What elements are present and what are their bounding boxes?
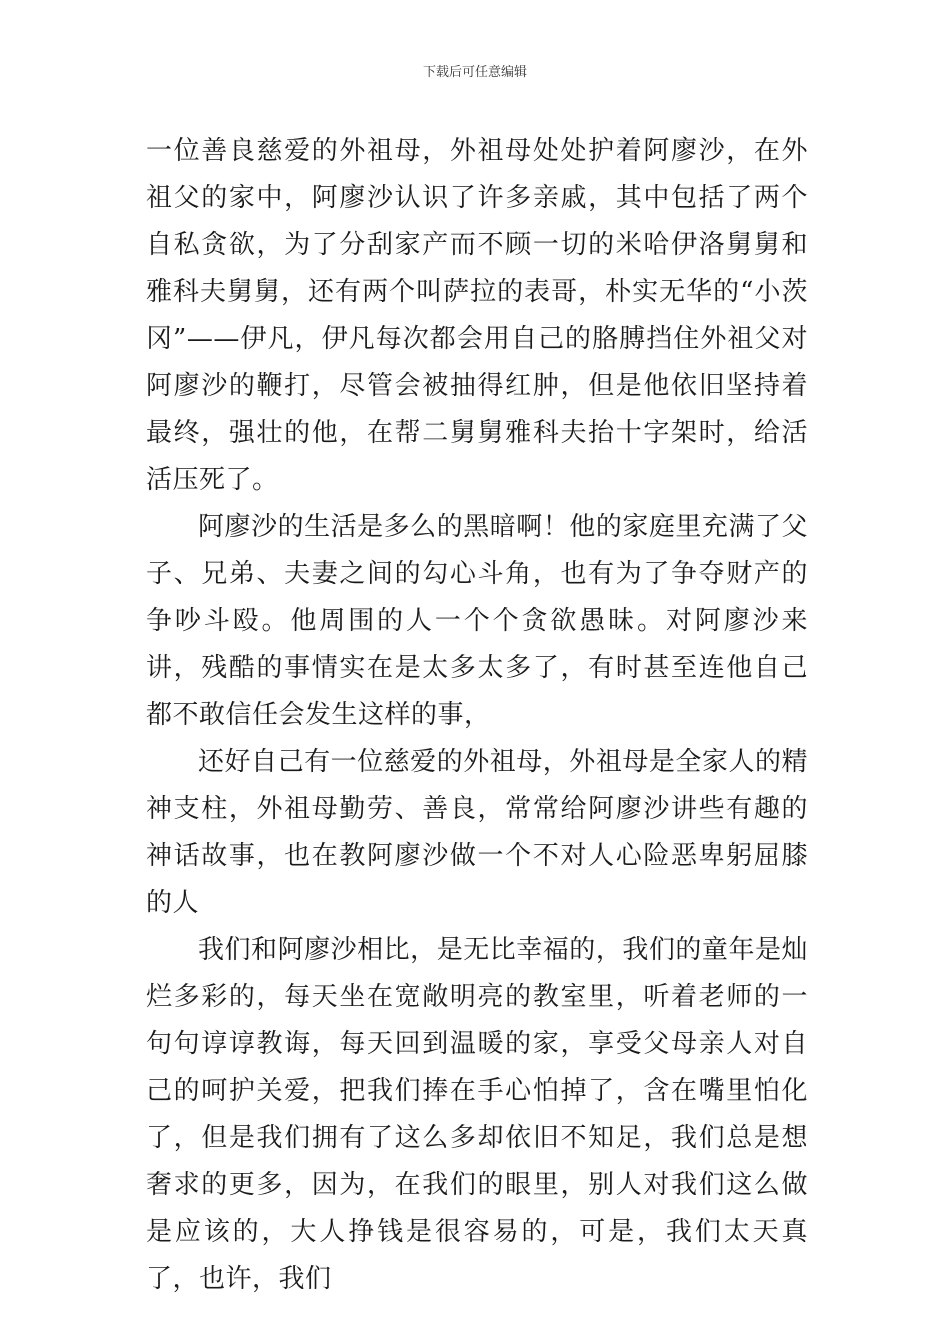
- paragraph-4: 我们和阿廖沙相比，是无比幸福的，我们的童年是灿烂多彩的，每天坐在宽敞明亮的教室里，听着老师的一句句谆谆教诲，每天回到温暖的家，享受父母亲人对自己的呵护关爱，把我们捧在手心怕掉了，含在嘴里怕化了，但是我们拥有了这么多却依旧不知足，我们总是想奢求的更多，因为，在我们的眼里，别人对我们这么做是应该的，大人挣钱是很容易的，可是，我们太天真了，也许，我们: [146, 935, 808, 1294]
- paragraph-1: 一位善良慈爱的外祖母，外祖母处处护着阿廖沙，在外祖父的家中，阿廖沙认识了许多亲戚，其中包括了两个自私贪欲，为了分刮家产而不顾一切的米哈伊洛舅舅和雅科夫舅舅，还有两个叫萨拉的表哥，朴实无华的“小茨冈”——伊凡，伊凡每次都会用自己的胳膊挡住外祖父对阿廖沙的鞭打，尽管会被抽得红肿，但是他依旧坚持着最终，强壮的他，在帮二舅舅雅科夫抬十字架时，给活活压死了。: [146, 136, 808, 495]
- document-body: [146, 128, 808, 1303]
- paragraph-2: 阿廖沙的生活是多么的黑暗啊！他的家庭里充满了父子、兄弟、夫妻之间的勾心斗角，也有为了争夺财产的争吵斗殴。他周围的人一个个贪欲愚昧。对阿廖沙来讲，残酷的事情实在是太多太多了，有时甚至连他自己都不敢信任会发生这样的事，: [146, 512, 808, 730]
- paragraph-3: 还好自己有一位慈爱的外祖母，外祖母是全家人的精神支柱，外祖母勤劳、善良，常常给阿廖沙讲些有趣的神话故事，也在教阿廖沙做一个不对人心险恶卑躬屈膝的人: [146, 747, 808, 918]
- page-header: 下载后可任意编辑: [422, 65, 527, 80]
